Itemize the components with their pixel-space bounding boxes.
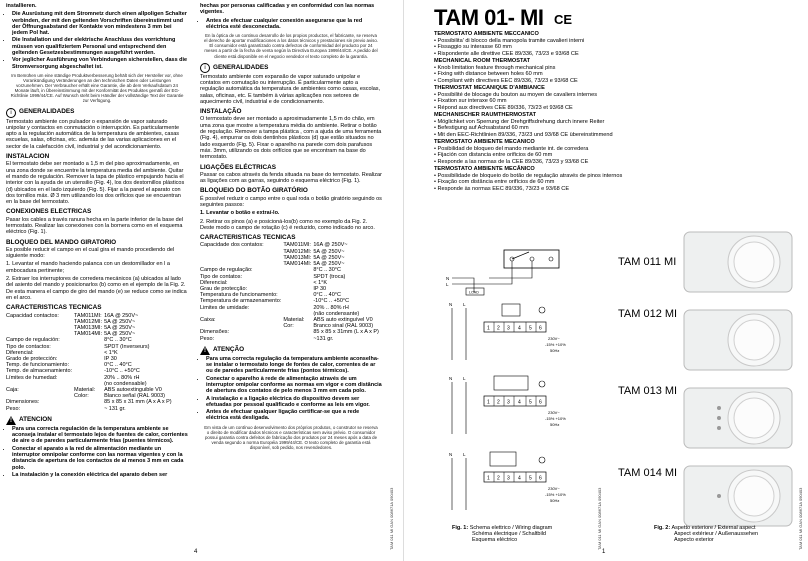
es-atencion-list bbox=[6, 426, 188, 478]
spec-cell: < 1°K bbox=[313, 279, 328, 286]
bullet-icon: • bbox=[434, 64, 438, 71]
pt-note: Em vista de um contínuo desenvolvimento dos próprios produtos, o construtor se reserva o direito de modificar dados técnicos e características sem aviso prévio. O consumidor possui garantia contra defeitos de fabricação dos produtos por 24 meses após a data de venda segundo a norma Européia 1999/44/CE. O texto completo de garantia está disponível, sob pedido, nos revendedores. bbox=[204, 424, 378, 451]
spec-cell: 0°C .. 40°C bbox=[104, 362, 132, 369]
list-item: • La instalación y la conexión eléctrica del aparato deben ser bbox=[12, 472, 188, 478]
spec-cell: ~ 131 gr. bbox=[104, 405, 126, 412]
list-item: • Conectar o aparelho à rede de alimentação através de um interruptor omipolar conforme as normas em vigor e com distância de abertura dos contatos de pelo menos 3 mm em cada polo. bbox=[206, 376, 382, 395]
warning-icon bbox=[200, 346, 210, 355]
spec-cell: 16A @ 250V~ bbox=[104, 312, 139, 319]
feature-text: Fijación con distancia entre orificios de 60 mm bbox=[437, 152, 553, 158]
es-note: En la óptica de un continuo desarrollo de los propios productos, el fabricante, se reserva el derecho de aportar modificaciones a los datos técnicos y prestaciones sin previo aviso. El consumidor está garantizado contra defectos de conformidad del producto por 24 meses a partir de la fecha de venta según la Directiva Europea 1999/44/CE. A pedido del cliente está disponible en el negocio vendedor el texto completo de la garantía. bbox=[204, 33, 379, 59]
voltage-label: 230V~ bbox=[548, 486, 560, 491]
spec-cell: IP 30 bbox=[313, 285, 327, 292]
model-label: TAM 014 MI bbox=[618, 467, 678, 479]
model-label: TAM 012 MI bbox=[618, 308, 678, 320]
spec-cell: Grau de protecção: bbox=[200, 285, 248, 292]
lamp-icon bbox=[539, 307, 545, 313]
feature-text: Möglichket von Sperrung der Drehgriffsdrehung durch innere Reiter bbox=[437, 118, 605, 125]
spec-cell: 5A @ 250V~ bbox=[313, 254, 345, 261]
feature-text: Fixing with distance between holes 60 mm bbox=[437, 71, 543, 77]
pt-generalidades-heading: i GENERALIDADES bbox=[200, 63, 382, 73]
warning-icon bbox=[6, 416, 16, 425]
list-item: • Die Ausrüstung mit dem Stromnetz durch einen allpoligen Schalter verbinden, der mit den geltenden Vorschriften übereinstimmt und der Öffnungsabstand der Kontakte von mindestens 3 mm bei jedem Pol hat. bbox=[12, 11, 188, 36]
feature-text: Possibilita' di blocco della manopola tramite cavalieri interni bbox=[437, 37, 585, 44]
spec-cell: 85 x 85 x 31mm (L x A x P) bbox=[313, 329, 379, 336]
voltage-label: 230V~ bbox=[548, 336, 560, 341]
neutral-label: N bbox=[449, 302, 453, 307]
pt-bloqueio-text: É possível reduzir o campo entre o qual roda o botão giratório seguindo os seguintes passos: bbox=[200, 195, 382, 208]
wiring-diagram bbox=[449, 302, 566, 360]
es-bloqueo-text: Es posible reducir el campo en el cual gira el mando procediendo del siguiente modo: bbox=[6, 246, 175, 260]
left-vertical-code: TAM 011 MI GAN 008671A 090403 bbox=[389, 487, 394, 550]
page-number: 1 bbox=[602, 549, 606, 555]
list-item: • Die Installation und der elektrische Anschluss des vorrichtung müssen von qualifiziertem Personal und entsprechend den geltenden Gesetzesbestimmungen ausgeführt werden. bbox=[12, 37, 188, 56]
spec-cell: 16A @ 250V~ bbox=[313, 242, 348, 249]
ce-mark: CE bbox=[554, 12, 573, 27]
list-item: • Vor jeglicher Ausführung von Verbindungen sicherstellen, dass die Stromversorgung abgeschaltet ist. bbox=[12, 57, 188, 70]
es-atencion-list-2 bbox=[200, 18, 382, 31]
bullet-icon: • bbox=[434, 185, 438, 192]
thermostat-image bbox=[684, 466, 792, 526]
spec-cell: Branco sinal (RAL 9003) bbox=[313, 323, 374, 330]
feature-item bbox=[434, 159, 764, 166]
info-icon: i bbox=[6, 108, 16, 118]
spec-cell: Grado de protección: bbox=[6, 355, 58, 362]
feature-text: Fixation sur interaxe 60 mm bbox=[437, 98, 507, 104]
tolerance-label: -15% +10% bbox=[545, 492, 566, 497]
feature-text: Rispondente alle direttive CEE 89/336, 73/23 e 93/68 CE bbox=[437, 50, 579, 57]
feature-text: Mit den EEC-Richtlinien 89/336, 73/23 und 93/68 CE übereinstimmend bbox=[437, 131, 613, 138]
model-label: TAM 011 MI bbox=[618, 256, 677, 268]
thermostat-image bbox=[684, 388, 792, 448]
list-item: • Conectar el aparato a la red de alimentación mediante un interruptor omnipolar conforme con las normas vigentes y con la distancia de apertura de los contactos de al menos 3 mm en cada polo. bbox=[12, 446, 188, 471]
spec-cell: Dimensões: bbox=[200, 329, 230, 336]
feature-text: Répond aux directives CEE 89/336, 73/23 et 93/68 CE bbox=[437, 104, 573, 111]
load-label: LOAD bbox=[469, 290, 479, 295]
spec-cell: Límites de humedad: bbox=[6, 374, 58, 381]
info-icon: i bbox=[200, 63, 210, 73]
spec-cell: TAM013MI: bbox=[283, 254, 312, 261]
pt-spec-table bbox=[200, 242, 381, 341]
terminal-block bbox=[484, 322, 546, 332]
es-bloqueo-heading: BLOQUEO DEL MANDO GIRATORIO bbox=[6, 238, 117, 246]
spec-cell: SPDT (troca) bbox=[313, 273, 346, 280]
tolerance-label: -15% +10% bbox=[545, 342, 566, 347]
terminal-number: 3 bbox=[507, 475, 510, 482]
frequency-label: 50Hz bbox=[550, 498, 560, 503]
tolerance-label: -15% +10% bbox=[545, 416, 566, 421]
spec-cell: 8°C .. 30°C bbox=[104, 337, 132, 344]
line-label: L bbox=[446, 282, 449, 287]
terminal-number: 4 bbox=[518, 399, 521, 406]
feature-text: Fissaggio su interasse 60 mm bbox=[437, 44, 512, 50]
spec-cell: (no condensable) bbox=[104, 380, 147, 387]
spec-cell: 8°C .. 30°C bbox=[313, 267, 341, 274]
neutral-label: N bbox=[449, 452, 453, 457]
pt-ligacoes-text: Passar os cabos através da fenda situada na base do termostato. Realizar as ligações com as garras, seguindo o esquema eléctrico (Fig. 1). bbox=[200, 171, 382, 185]
neutral-label: N bbox=[446, 276, 450, 281]
terminal-number: 1 bbox=[487, 325, 490, 332]
feature-heading: TERMOSTATO AMBIENTE MECANICO bbox=[434, 139, 535, 145]
de-warning-list bbox=[6, 11, 188, 70]
spec-cell: Material: bbox=[283, 316, 305, 323]
terminal-number: 4 bbox=[518, 475, 521, 482]
bullet-icon: • bbox=[434, 118, 438, 125]
spec-cell: IP 30 bbox=[104, 355, 117, 362]
spec-cell: Campo de regulação: bbox=[200, 267, 253, 274]
list-item: 1. Levantar o botão e extraí-lo. bbox=[200, 210, 280, 217]
terminal-block bbox=[484, 472, 546, 482]
bullet-icon: • bbox=[434, 71, 438, 77]
right-vertical-code: TAM 011 MI GAN 008671A 090403 bbox=[798, 487, 803, 550]
list-item: • Para uma correcta regulação da temperatura ambiente aconselha-se instalar o termostato longe de fontes de calor, correntes de ar ou de paredes particularmente frias (pontos térmicos). bbox=[206, 356, 382, 375]
left-column-1 bbox=[6, 3, 188, 479]
es-conexiones-text: Pasar los cables a través ranura hecha en la parte inferior de la base del termostato. Realizar las conexiones con la bornera como en el esquema eléctrico (Fig. 1). bbox=[6, 216, 184, 236]
spec-cell: Peso: bbox=[6, 405, 21, 412]
feature-heading: MECHANISCHER RAUMTHERMOSTAT bbox=[434, 112, 537, 118]
spec-cell: 20% .. 80% rH bbox=[104, 374, 140, 381]
list-item: 2. Extraer los interruptores de corredera mecánicos (a) ubicados al lado del asiento del mando y posicionarlos (b) como en el ejemplo de la Fig. 2. De esta manera el campo de giro del mando (e) se reduce como se indica en el arco. bbox=[6, 276, 187, 301]
wiring-diagrams bbox=[444, 232, 594, 522]
feature-text: Fixação com distância entre orifícios de 60 mm bbox=[437, 179, 555, 185]
thermostat-image bbox=[684, 232, 792, 292]
feature-heading: TERMOSTATO AMBIENTE MECCANICO bbox=[434, 31, 539, 37]
terminal-number: 6 bbox=[539, 399, 542, 406]
bullet-icon: • bbox=[434, 125, 438, 131]
spec-cell: 5A @ 250V~ bbox=[104, 318, 136, 325]
fig1-caption: Fig. 1: Schema elettrico / Wiring diagram Schéma électrique / Schaltbild Esquema eléctrico bbox=[452, 525, 553, 544]
es-spec-table bbox=[6, 313, 174, 412]
terminal-number: 3 bbox=[507, 325, 510, 332]
pt-caracteristicas-heading: CARACTERISTICAS TECNICAS bbox=[200, 234, 296, 242]
spec-cell: Peso: bbox=[200, 335, 215, 342]
spec-cell: -10°C .. +50°C bbox=[313, 298, 350, 305]
spec-cell: Diferencial: bbox=[6, 349, 34, 356]
list-item: • A instalação e a ligação eléctrica do dispositivo devem ser efetuadas por pessoal qualificado e conforme as leis em vigor. bbox=[206, 396, 382, 409]
page-number: 4 bbox=[194, 549, 198, 555]
es-atencion-heading: ! ATENCION bbox=[6, 416, 188, 425]
spec-cell: TAM013MI: bbox=[74, 324, 103, 331]
es-generalidades-text: Termostato ambiente con pulsador o expansión de vapor saturado unipolar y contactos en conmutación o interrupción. Es particularmente apto a la regulación automática de la temperatura de ambientes, casas escuelas, salas, oficinas, etc. además de las varias aplicaciones en el sector de la calefacción civil, industrial y del acondicionamiento. bbox=[6, 118, 180, 150]
spec-cell: 5A @ 250V~ bbox=[104, 331, 136, 338]
model-label: TAM 013 MI bbox=[618, 385, 678, 397]
terminal-number: 2 bbox=[497, 325, 500, 332]
spec-cell: Capacidad contactos: bbox=[6, 312, 59, 319]
line-label: L bbox=[463, 376, 466, 381]
spec-cell: Material: bbox=[74, 386, 96, 393]
line-label: L bbox=[463, 302, 466, 307]
spec-cell: Blanco señal (RAL 9003) bbox=[104, 393, 166, 400]
spec-cell: ~131 gr. bbox=[313, 335, 334, 342]
bullet-icon: • bbox=[434, 152, 438, 158]
bullet-icon: • bbox=[434, 104, 438, 111]
spec-cell: Campo de regulación: bbox=[6, 337, 60, 344]
list-item: • Para una correcta regulación de la temperatura ambiente se aconseja instalar el termostato lejos de fuentes de calor, corrientes de aire o de paredes particularmente frías (puentes térmicos). bbox=[12, 426, 188, 445]
terminal-number: 2 bbox=[497, 399, 500, 406]
terminal-number: 6 bbox=[539, 325, 542, 332]
spec-cell: Temp. de almacenamiento: bbox=[6, 368, 73, 375]
spec-cell: Diferencial: bbox=[200, 279, 228, 286]
spec-cell: 5A @ 250V~ bbox=[313, 261, 345, 268]
bullet-icon: • bbox=[434, 37, 438, 44]
terminal-number: 3 bbox=[507, 399, 510, 406]
feature-text: Possibilité de blocage du bouton au moyen de cavaliers internes bbox=[437, 91, 598, 98]
wiring-diagram bbox=[449, 376, 566, 434]
spec-row bbox=[200, 336, 381, 342]
terminal-number: 5 bbox=[529, 475, 532, 482]
list-item: • Antes de efectuar cualquier conexión asegurarse que la red eléctrica esté desconectada. bbox=[206, 18, 382, 31]
spec-cell: 5A @ 250V~ bbox=[104, 324, 136, 331]
terminal-number: 2 bbox=[497, 475, 500, 482]
feature-text: Compliant with directives EEC 89/336, 73/23 e 93/68 CE bbox=[437, 77, 578, 84]
spec-cell: Color: bbox=[74, 393, 89, 400]
bullet-icon: • bbox=[434, 172, 438, 179]
feature-item bbox=[434, 186, 764, 193]
terminal-number: 6 bbox=[539, 475, 542, 482]
frequency-label: 50Hz bbox=[550, 422, 560, 427]
es-instalacion-text: El termostato debe ser montado a 1,5 m del piso aproximadamente, en una zona donde se encuentre la temperatura media del ambiente. Quitar el mando de regulación. Remover la tapa de plástico empujando hacia el interior con la ayuda de un utensilio (Fig. 4), los dos destornillos plásticos (d) ubicados en el lado izquierdo (Fig. 5). Fijar a la pared el aparato con dos tornillos máx. Ø 3 mm utilizando los dos orificios que se encuentran en la base del termostato. bbox=[6, 161, 185, 206]
pt-instalacao-text: O termostato deve ser montado a aproximadamente 1,5 m do chão, em uma zona que mostre a temperatura média do ambiente. Retirar o botão de regulação. Remover a tampa plástica , com a ajuda de uma ferramenta (Fig. 4), empurrar os dois dentinhos plásticos (d) que estão situados no lado esquerdo (Fig. 5). Fixar o aparelho na parede com dois parafusos máx. 3mm, utilizando os dois orifícios que se encontram na base do termostato. bbox=[200, 116, 382, 161]
pt-atencao-heading: ! ATENÇÃO bbox=[200, 346, 382, 355]
terminal-number: 1 bbox=[487, 475, 490, 482]
terminal-block bbox=[484, 396, 546, 406]
spec-cell: Cor: bbox=[283, 323, 294, 330]
fig2-label: Fig. 2: bbox=[654, 525, 671, 531]
spec-cell: (não condensante) bbox=[313, 310, 360, 317]
bullet-icon: • bbox=[434, 179, 438, 185]
terminal-number: 5 bbox=[529, 399, 532, 406]
feature-text: Posibilidad de bloqueo del mando mediante int. de corredera bbox=[437, 145, 589, 152]
feature-heading: MECHANICAL ROOM THERMOSTAT bbox=[434, 58, 531, 64]
right-vertical-code: TAM 011 MI GAN 008671A 090403 bbox=[597, 487, 602, 550]
spec-cell: 20% .. 80% rH bbox=[313, 304, 349, 311]
thermostat-image bbox=[684, 310, 792, 370]
voltage-label: 230V~ bbox=[548, 410, 560, 415]
feature-text: Responde às normas EEC 89/336, 73/23 e 93/68 CE bbox=[437, 185, 570, 192]
spec-cell: Limites de umidade: bbox=[200, 304, 250, 311]
wiring-diagram bbox=[449, 452, 566, 510]
spec-cell: TAM011MI: bbox=[283, 242, 311, 249]
spec-cell: < 1°K bbox=[104, 349, 118, 356]
list-item: • Antes de efectuar qualquer ligação certificar-se que a rede eléctrica está desligada. bbox=[206, 409, 382, 422]
bullet-icon: • bbox=[434, 44, 438, 50]
spec-cell: Tipo de contatos: bbox=[200, 273, 242, 280]
neutral-label: N bbox=[449, 376, 453, 381]
feature-item bbox=[434, 78, 764, 85]
terminal-number: 5 bbox=[529, 325, 532, 332]
spec-cell: Caja: bbox=[6, 386, 19, 393]
spec-cell: ABS auto extinguível V0 bbox=[313, 316, 373, 323]
spec-cell: -10°C .. +50°C bbox=[104, 368, 140, 375]
es-instalacion-heading: INSTALACION bbox=[6, 153, 50, 161]
pt-instalacao-heading: INSTALAÇÃO bbox=[200, 108, 242, 116]
bullet-icon: • bbox=[434, 98, 438, 104]
bullet-icon: • bbox=[434, 50, 438, 57]
feature-text: Knob limitation feature through mechanical pins bbox=[437, 64, 556, 71]
spec-cell: Temperatura de armazenamento: bbox=[200, 298, 282, 305]
spec-cell: TAM014MI: bbox=[74, 331, 103, 338]
list-item: 1. Levantar el mando haciendo palanca con un destornillador en l a embocadura pertinente; bbox=[6, 261, 170, 274]
spec-cell: TAM012MI: bbox=[283, 248, 312, 255]
bullet-icon: • bbox=[434, 77, 438, 84]
fig2-caption: Fig. 2: Aspetto esteriore / External aspect Aspect extérieur / Außenaussehen Aspecto exterior bbox=[654, 525, 759, 544]
spec-cell: SPDT (Inverseurs) bbox=[104, 343, 150, 350]
lamp-icon bbox=[539, 457, 545, 463]
wiring-diagram bbox=[446, 250, 559, 295]
spec-cell bbox=[283, 336, 313, 342]
spec-cell: TAM012MI: bbox=[74, 318, 103, 325]
spec-cell: Tipo de contactos: bbox=[6, 343, 51, 350]
spec-cell: 85 x 85 x 31 mm (A x A x P) bbox=[104, 399, 172, 406]
pt-bloqueio-heading: BLOQUEIO DO BOTÃO GIRATÓRIO bbox=[200, 187, 308, 195]
fig1-label: Fig. 1: bbox=[452, 525, 469, 531]
feature-list bbox=[434, 30, 764, 192]
spec-cell: Capacidade dos contatos: bbox=[200, 242, 264, 249]
spec-cell: Caixa: bbox=[200, 316, 216, 323]
bullet-icon: • bbox=[434, 91, 438, 98]
feature-text: Befestigung auf Achsabstand 60 mm bbox=[437, 125, 529, 131]
spec-cell: 5A @ 250V~ bbox=[313, 248, 345, 255]
es-generalidades-heading: i GENERALIDADES bbox=[6, 108, 188, 118]
feature-item bbox=[434, 132, 764, 139]
spec-cell: TAM011MI: bbox=[74, 312, 102, 319]
pt-atencao-list bbox=[200, 356, 382, 422]
bullet-icon: • bbox=[434, 158, 438, 165]
feature-text: Responde a las normas de la CEE 89/336, 73/23 y 93/68 CE bbox=[437, 158, 589, 165]
spec-cell: TAM014MI: bbox=[283, 261, 312, 268]
document-title: TAM 01- MI bbox=[434, 5, 544, 30]
frequency-label: 50Hz bbox=[550, 348, 560, 353]
spec-cell: ABS autoextinguible V0 bbox=[104, 386, 162, 393]
es-atencion-continuation: hechas por personas calificadas y en conformidad con las normas vigentes. bbox=[200, 3, 375, 16]
list-item: 2. Retirar os pinos (a) e posicioná-los(b) como no exemplo da Fig. 2. Deste modo o campo de rotação (c) é reduzido, como indicado no arco. bbox=[200, 218, 375, 231]
de-warning-continuation: installieren. bbox=[6, 3, 37, 9]
line-label: L bbox=[463, 452, 466, 457]
pt-generalidades-text: Termostato ambiente com expansão de vapor saturado unipolar e contatos em comutação ou interrupção. É particularmente apto a regulação automática da temperatura de ambientes como casas, escolas, salas, oficinas, etc. E também à várias aplicações nos setores de aquecimento civil, industrial e de condicionamento. bbox=[200, 73, 381, 105]
pt-ligacoes-heading: LIGAÇÕES ELÉCTRICAS bbox=[200, 163, 276, 171]
right-page bbox=[404, 0, 808, 561]
lamp-icon bbox=[539, 381, 545, 387]
feature-heading: TERMOSTATO AMBIENTE MECÂNICO bbox=[434, 166, 535, 172]
thermostat-pictures bbox=[679, 228, 799, 538]
es-caracteristicas-heading: CARACTERISTICAS TECNICAS bbox=[6, 304, 102, 312]
feature-item bbox=[434, 51, 764, 58]
feature-heading: THERMOSTAT MECANIQUE D'AMBIANCE bbox=[434, 85, 545, 91]
spec-cell: Dimensiones: bbox=[6, 399, 40, 406]
bullet-icon: • bbox=[434, 145, 438, 152]
spec-row bbox=[6, 406, 174, 412]
es-conexiones-heading: CONEXIONES ELECTRICAS bbox=[6, 208, 92, 216]
spec-cell: Temp. de funcionamiento: bbox=[6, 362, 69, 369]
feature-item bbox=[434, 105, 764, 112]
left-column-2 bbox=[200, 3, 382, 453]
spec-cell: 0°C .. 40°C bbox=[313, 292, 341, 299]
bullet-icon: • bbox=[434, 131, 438, 138]
feature-text: Possibilidade de bloqueio do botão de regulação através de pinos internos bbox=[437, 172, 623, 179]
terminal-number: 1 bbox=[487, 399, 490, 406]
spec-cell: Temperatura de funcionamento: bbox=[200, 292, 278, 299]
spec-cell bbox=[74, 406, 104, 412]
terminal-number: 4 bbox=[518, 325, 521, 332]
de-note: Im Bemühen um eine ständige Produktverbesserung behält sich der Hersteller vor, ohne Vorankündigung Veränderungen an den technischen Daten oder Leistungen vorzunehmen. Der Verbraucher erhält eine Garantie, die ab dem Verkaufsdatum 24 Monate läuft, in Übereinstimmung mit der Konformität des Produktes gemäß der EG-Richtlinie 1999/44/CE. Auf Wunsch steht beim Händler der vollständige Text der Garantie zur Verfügung. bbox=[10, 72, 184, 104]
